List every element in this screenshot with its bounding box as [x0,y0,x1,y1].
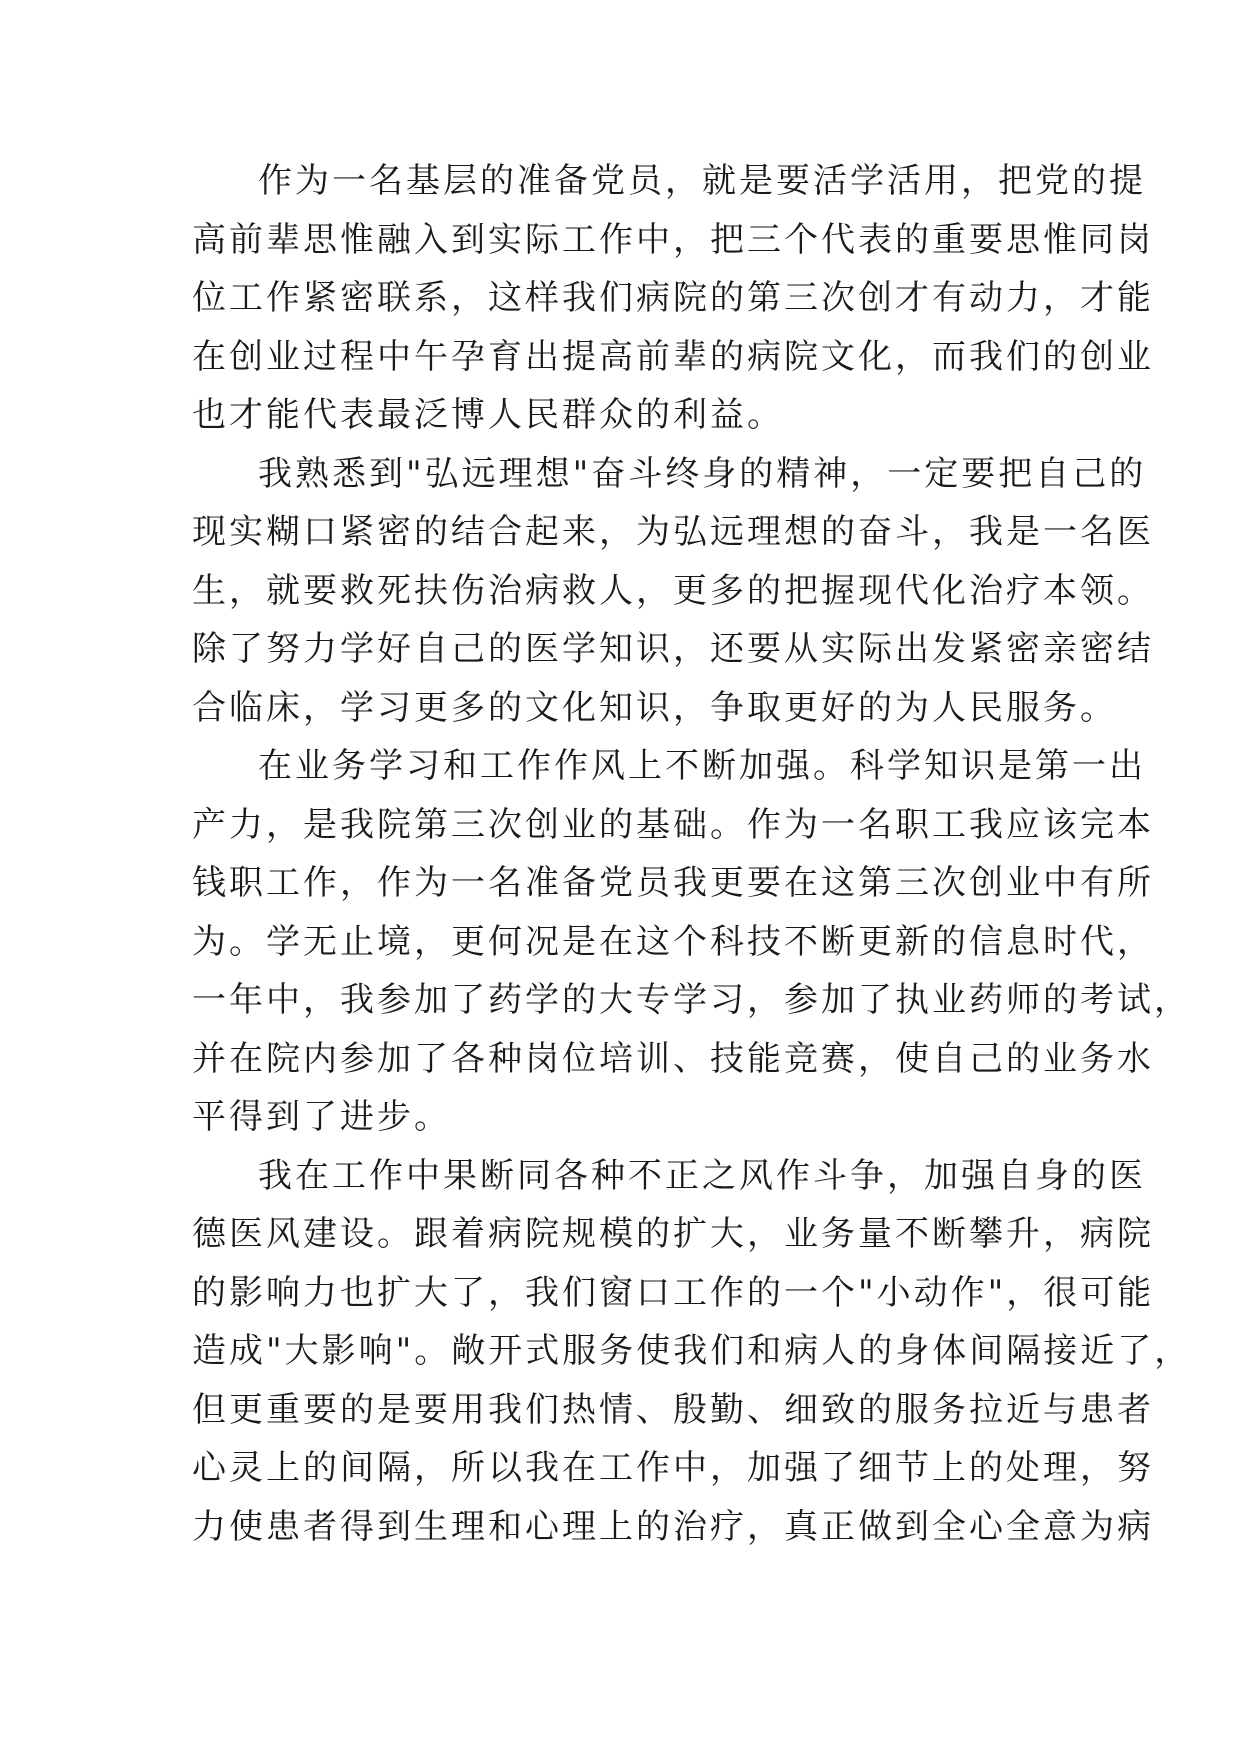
text-line: 德医风建设。跟着病院规模的扩大，业务量不断攀升，病院 [192,1214,1154,1254]
text-line: 心灵上的间隔，所以我在工作中，加强了细节上的处理，努 [192,1448,1154,1488]
text-line: 除了努力学好自己的医学知识，还要从实际出发紧密亲密结 [192,629,1154,669]
text-line: 但更重要的是要用我们热情、殷勤、细致的服务拉近与患者 [192,1389,1154,1430]
text-line: 现实糊口紧密的结合起来，为弘远理想的奋斗，我是一名医 [192,512,1154,552]
paragraph-first-line: 在业务学习和工作作风上不断加强。科学知识是第一出 [258,746,1146,786]
text-line: 造成"大影响"。敞开式服务使我们和病人的身体间隔接近了， [192,1331,1192,1371]
document-body [192,152,1192,1556]
text-line: 高前辈思惟融入到实际工作中，把三个代表的重要思惟同岗 [192,219,1154,260]
text-line: 位工作紧密联系，这样我们病院的第三次创才有动力，才能 [192,278,1154,318]
text-line: 生，就要救死扶伤治病救人，更多的把握现代化治疗本领。 [192,570,1154,611]
text-line: 一年中，我参加了药学的大专学习，参加了执业药师的考试， [192,980,1191,1020]
paragraph-first-line: 我熟悉到"弘远理想"奋斗终身的精神，一定要把自己的 [258,453,1147,494]
text-line: 力使患者得到生理和心理上的治疗，真正做到全心全意为病 [192,1506,1154,1547]
paragraph-first-line: 我在工作中果断同各种不正之风作斗争，加强自身的医 [258,1155,1146,1196]
text-line: 在创业过程中午孕育出提高前辈的病院文化，而我们的创业 [192,336,1154,377]
text-line: 产力，是我院第三次创业的基础。作为一名职工我应该完本 [192,804,1154,845]
text-line: 也才能代表最泛博人民群众的利益。 [192,395,784,435]
text-line: 平得到了进步。 [192,1097,451,1137]
paragraph-first-line: 作为一名基层的准备党员，就是要活学活用，把党的提 [258,161,1146,201]
text-line: 合临床，学习更多的文化知识，争取更好的为人民服务。 [192,687,1117,728]
text-line: 的影响力也扩大了，我们窗口工作的一个"小动作"，很可能 [192,1272,1155,1313]
text-line: 为。学无止境，更何况是在这个科技不断更新的信息时代， [192,921,1154,962]
text-line: 钱职工作，作为一名准备党员我更要在这第三次创业中有所 [192,863,1154,903]
text-line: 并在院内参加了各种岗位培训、技能竞赛，使自己的业务水 [192,1038,1154,1079]
